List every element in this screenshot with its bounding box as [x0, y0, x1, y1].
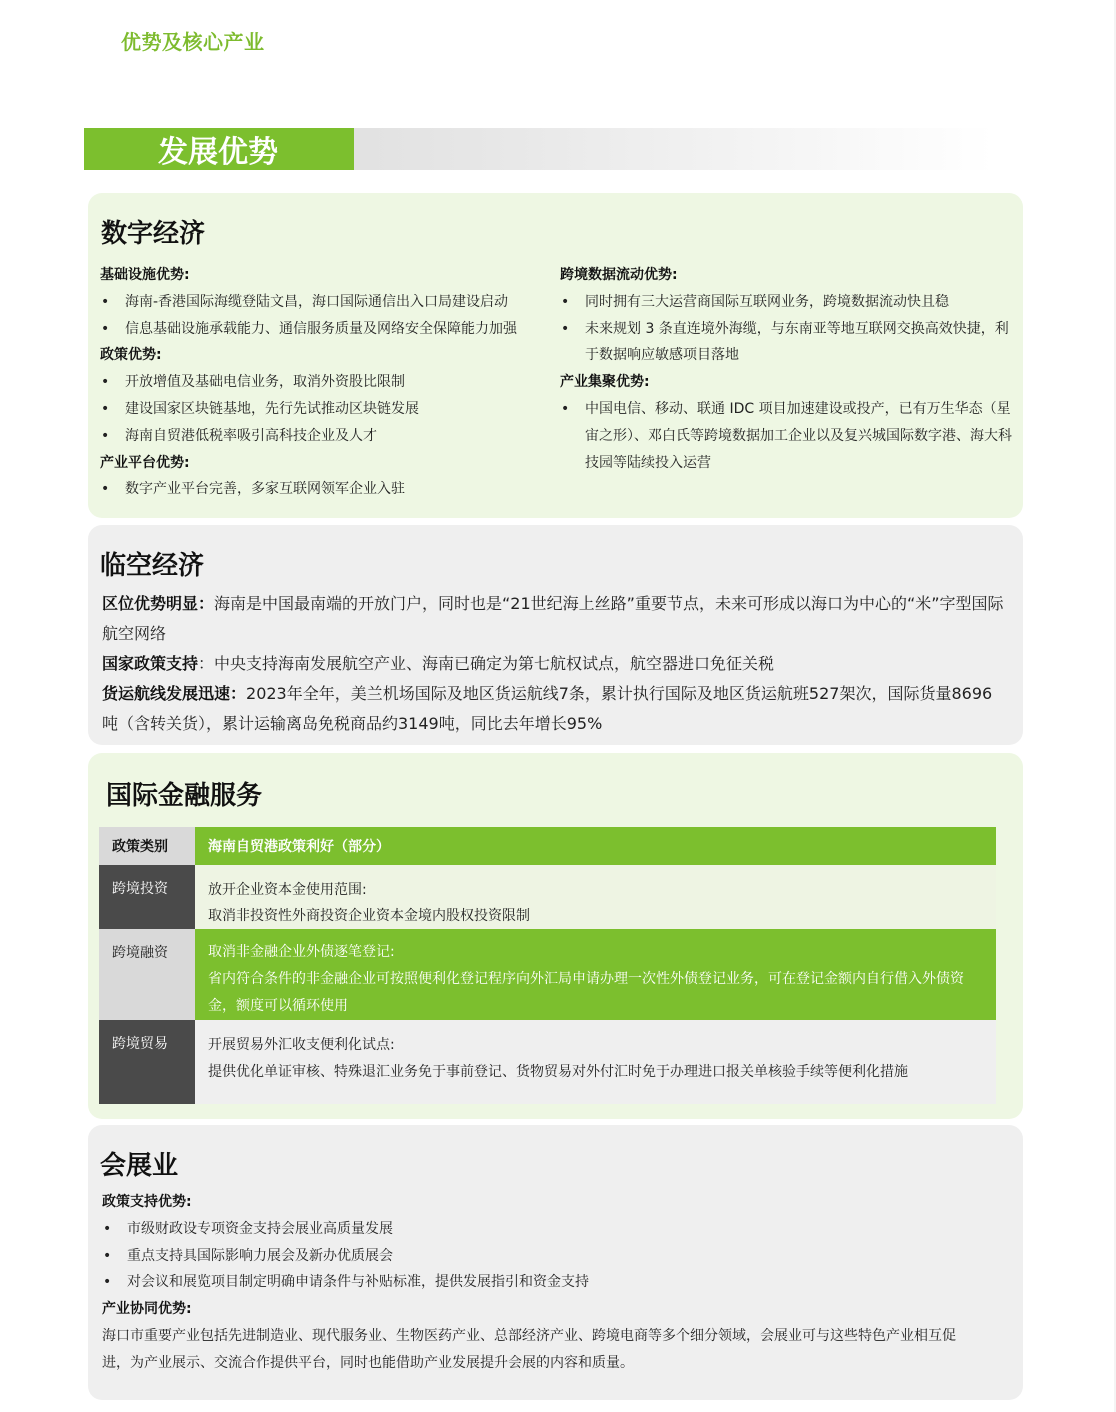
row-content — [195, 865, 996, 929]
list-item: • 市级财政设专项资金支持会展业高质量发展 — [102, 1216, 1002, 1243]
row-line: 取消非投资性外商投资企业资本金境内股权投资限制 — [208, 908, 530, 924]
list-item: • 中国电信、移动、联通 IDC 项目加速建设或投产，已有万生华态（星宙之形）、邓白氏等跨境数据加工企业以及复兴城国际数字港、海大科技园等陆续投入运营 — [560, 396, 1015, 476]
list-item: • 信息基础设施承载能力、通信服务质量及网络安全保障能力加强 — [100, 316, 550, 343]
list-item: • 未来规划 3 条直连境外海缆，与东南亚等地互联网交换高效快捷，利于数据响应敏感项目落地 — [560, 316, 1015, 370]
policy-table — [99, 827, 996, 1104]
digital-economy-card — [88, 193, 1023, 518]
paragraph-label: 货运航线发展迅速： — [102, 684, 247, 703]
exhibition-card — [88, 1125, 1023, 1400]
row-content — [195, 1020, 996, 1104]
list-item: • 开放增值及基础电信业务，取消外资股比限制 — [100, 369, 550, 396]
table-row — [99, 865, 996, 929]
table-header-category: 政策类别 — [99, 827, 195, 865]
list-item: • 对会议和展览项目制定明确申请条件与补贴标准，提供发展指引和资金支持 — [102, 1269, 1002, 1296]
finance-title: 国际金融服务 — [106, 781, 263, 811]
subheading: 政策优势: — [100, 347, 162, 364]
paragraph — [102, 649, 1007, 679]
list-item: • 建设国家区块链基地，先行先试推动区块链发展 — [100, 396, 550, 423]
row-category: 跨境贸易 — [99, 1020, 195, 1104]
subheading: 产业协同优势: — [102, 1301, 192, 1318]
table-header-policy: 海南自贸港政策利好（部分） — [195, 827, 996, 865]
subheading: 产业集聚优势: — [560, 374, 650, 391]
airport-body — [102, 589, 1007, 739]
airport-economy-title: 临空经济 — [100, 551, 205, 581]
paragraph — [102, 679, 1007, 739]
paragraph-label: 区位优势明显： — [102, 594, 215, 613]
subheading: 跨境数据流动优势: — [560, 267, 678, 283]
list-item: • 海南-香港国际海缆登陆文昌，海口国际通信出入口局建设启动 — [100, 289, 550, 316]
table-row — [99, 929, 996, 1020]
digital-left-column — [100, 262, 550, 503]
row-line: 开展贸易外汇收支便利化试点: — [208, 1037, 395, 1053]
row-line: 放开企业资本金使用范围: — [208, 882, 367, 898]
exhibition-title: 会展业 — [100, 1151, 179, 1181]
table-header-row — [99, 827, 996, 865]
paragraph-text: 海南是中国最南端的开放门户，同时也是“21世纪海上丝路”重要节点，未来可形成以海口为中心的“米”字型国际航空网络 — [102, 594, 1004, 643]
list-item: • 海南自贸港低税率吸引高科技企业及人才 — [100, 423, 550, 450]
airport-economy-card — [88, 525, 1023, 745]
row-line: 提供优化单证审核、特殊退汇业务免于事前登记、货物贸易对外付汇时免于办理进口报关单核验手续等便利化措施 — [208, 1064, 908, 1080]
row-line: 取消非金融企业外债逐笔登记: — [208, 944, 395, 960]
list-item: • 同时拥有三大运营商国际互联网业务，跨境数据流动快且稳 — [560, 289, 1015, 316]
row-line: 省内符合条件的非金融企业可按照便利化登记程序向外汇局申请办理一次性外债登记业务，可在登记金额内自行借入外债资金，额度可以循环使用 — [208, 971, 964, 1014]
digital-right-column — [560, 262, 1015, 476]
list-item: • 数字产业平台完善，多家互联网领军企业入驻 — [100, 476, 550, 503]
paragraph: 海口市重要产业包括先进制造业、现代服务业、生物医药产业、总部经济产业、跨境电商等多个细分领域，会展业可与这些特色产业相互促进，为产业展示、交流合作提供平台，同时也能借助产业发展提升会展的内容和质量。 — [102, 1327, 956, 1371]
banner-title: 发展优势 — [84, 128, 354, 170]
paragraph-label: 国家政策支持 — [102, 654, 199, 673]
paragraph — [102, 589, 1007, 649]
row-category: 跨境投资 — [99, 865, 195, 929]
row-category: 跨境融资 — [99, 929, 195, 1020]
paragraph-text: ：中央支持海南发展航空产业、海南已确定为第七航权试点，航空器进口免征关税 — [198, 654, 775, 673]
subheading: 政策支持优势: — [102, 1194, 192, 1210]
row-content — [195, 929, 996, 1020]
table-row — [99, 1020, 996, 1104]
list-item: • 重点支持具国际影响力展会及新办优质展会 — [102, 1243, 1002, 1270]
digital-economy-title: 数字经济 — [101, 219, 206, 249]
exhibition-body — [102, 1189, 1002, 1377]
subheading: 产业平台优势: — [100, 454, 190, 471]
section-banner — [84, 128, 994, 170]
section-label: 优势及核心产业 — [121, 30, 265, 54]
paragraph-text: 2023年全年，美兰机场国际及地区货运航线7条，累计执行国际及地区货运航班527架次，国际货量8696吨（含转关货），累计运输离岛免税商品约3149吨，同比去年增长95% — [102, 684, 993, 733]
finance-card — [88, 753, 1023, 1119]
subheading: 基础设施优势: — [100, 267, 190, 283]
